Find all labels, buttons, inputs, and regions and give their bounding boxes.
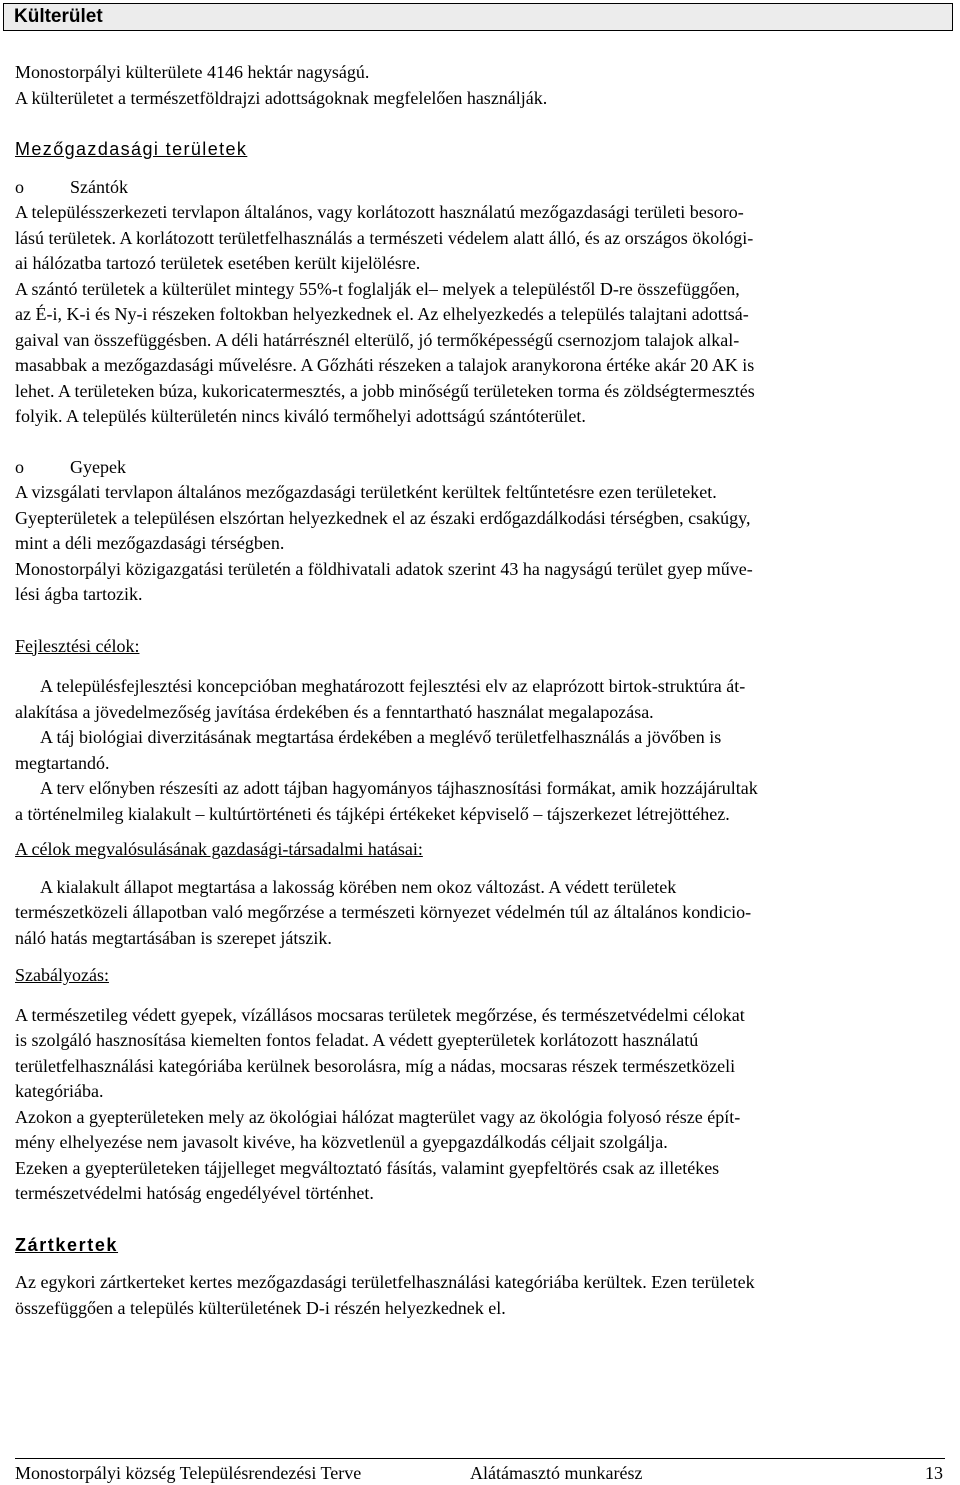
page-footer (15, 1458, 945, 1483)
text-line: megtartandó. (15, 752, 110, 773)
szantok-paragraph-2 (15, 277, 945, 430)
text-line: A településfejlesztési koncepcióban meghatározott fejlesztési elv az elaprózott birtok-struktúra át- (40, 676, 746, 696)
szabalyozas-paragraph-2 (15, 1105, 945, 1156)
text-line: masabbak a mezőgazdasági művelésre. A Gőzháti részeken a talajok aranykorona értéke akár 20 AK is (15, 355, 755, 375)
text-line: A külterületet a természetföldrajzi adottságoknak megfelelően használják. (15, 87, 548, 108)
szabalyozas-paragraph-3 (15, 1156, 945, 1207)
text-line: A szántó területek a külterület mintegy 55%-t foglalják el– melyek a településtől D-re összefüggően, (15, 278, 740, 299)
text-line: kategóriába. (15, 1081, 104, 1101)
text-line: területfelhasználási kategóriába kerülnek besorolásra, míg a nádas, mocsaras részek természetközeli (15, 1055, 736, 1076)
text-line: gaival van összefüggésben. A déli határrésznél elterülő, jó termőképességű csernozjom talajok alkal- (15, 329, 740, 350)
bullet-marker: o (15, 176, 24, 197)
heading-zartkertek (15, 1233, 945, 1259)
text-line: A táj biológiai diverzitásának megtartása érdekében a meglévő területfelhasználás a jövőben is (40, 727, 722, 747)
bullet-label: Gyepek (70, 456, 126, 477)
zartkertek-paragraph (15, 1270, 945, 1321)
text-line: az É-i, K-i és Ny-i részeken foltokban helyezkednek el. Az elhelyezkedés a település talajtani adottsá- (15, 304, 749, 324)
fejlesztes-paragraph-3 (15, 776, 945, 827)
text-line: Gyepterületek a településen elszórtan helyezkednek el az északi erdőgazdálkodási térségben, csakúgy, (15, 507, 751, 528)
heading-text: Szabályozás: (15, 965, 109, 985)
text-line: A településszerkezeti tervlapon általános, vagy korlátozott használatú mezőgazdasági területi besoro- (15, 202, 744, 222)
footer-section-label: Alátámasztó munkarész (470, 1463, 643, 1483)
heading-text: Fejlesztési célok: (15, 635, 140, 656)
footer-document-title: Monostorpályi község Településrendezési Terve (15, 1463, 362, 1483)
fejlesztes-paragraph-2 (15, 725, 945, 776)
text-line: A kialakult állapot megtartása a lakosság körében nem okoz változást. A védett területek (40, 876, 677, 897)
heading-text: Zártkertek (15, 1234, 119, 1255)
heading-text: Mezőgazdasági területek (15, 139, 248, 159)
szabalyozas-paragraph-1 (15, 1003, 945, 1105)
text-line: összefüggően a település külterületének D-i részén helyezkednek el. (15, 1297, 506, 1318)
text-line: a történelmileg kialakult – kultúrtörténeti és tájképi értékeket képviselő – tájszerkezet létrejöttéhez. (15, 803, 730, 824)
text-line: mint a déli mezőgazdasági térségben. (15, 533, 285, 553)
text-line: lési ágba tartozik. (15, 584, 143, 604)
gyepek-paragraph-2 (15, 557, 945, 608)
bullet-szantok (15, 175, 945, 201)
heading-szabalyozas (15, 963, 945, 989)
footer-page-number: 13 (925, 1463, 943, 1483)
text-line: természetközeli állapotban való megőrzése a természeti környezet védelmén túl az általános kondicio- (15, 902, 752, 922)
section-title: Külterület (14, 6, 103, 27)
text-line: A természetileg védett gyepek, vízállásos mocsaras területek megőrzése, és természetvédelmi célokat (15, 1004, 745, 1025)
heading-mezogazdasagi (15, 137, 945, 163)
text-line: A vizsgálati tervlapon általános mezőgazdasági területként kerültek feltűntetésre ezen területeket. (15, 482, 717, 502)
text-line: alakítása a jövedelmezőség javítása érdekében és a fenntartható használat megalapozása. (15, 701, 654, 722)
hatasok-paragraph (15, 875, 945, 952)
heading-hatasok (15, 837, 945, 863)
section-title-box (3, 3, 953, 31)
text-line: lehet. A területeken búza, kukoricatermesztés, a jobb minőségű területeken torma és zöldségtermesztés (15, 380, 755, 401)
gyepek-paragraph-1 (15, 480, 945, 557)
text-line: mény elhelyezése nem javasolt kivéve, ha közvetlenül a gyepgazdálkodás céljait szolgálja. (15, 1132, 668, 1152)
bullet-gyepek (15, 455, 945, 481)
heading-fejlesztesi-celok (15, 634, 945, 660)
text-line: A terv előnyben részesíti az adott tájban hagyományos tájhasznosítási formákat, amik hozzájárultak (40, 778, 758, 798)
text-line: Ezeken a gyepterületeken tájjelleget megváltoztató fásítás, valamint gyepfeltörés csak az illetékes (15, 1157, 720, 1178)
fejlesztes-paragraph-1 (15, 674, 945, 725)
text-line: folyik. A település külterületén nincs kiváló termőhelyi adottságú szántóterület. (15, 406, 586, 426)
text-line: Monostorpályi közigazgatási területén a földhivatali adatok szerint 43 ha nagyságú terület gyep műve- (15, 558, 753, 579)
szantok-paragraph-1 (15, 200, 945, 277)
text-line: Azokon a gyepterületeken mely az ökológiai hálózat magterület vagy az ökológia folyosó része épít- (15, 1106, 741, 1127)
bullet-marker: o (15, 456, 24, 477)
document-body (15, 60, 945, 1321)
text-line: természetvédelmi hatóság engedélyével történhet. (15, 1183, 374, 1203)
text-line: náló hatás megtartásában is szerepet játszik. (15, 927, 332, 948)
text-line: Monostorpályi külterülete 4146 hektár nagyságú. (15, 62, 370, 82)
text-line: is szolgáló hasznosítása kiemelten fontos feladat. A védett gyepterületek korlátozott használatú (15, 1030, 699, 1050)
bullet-label: Szántók (70, 176, 128, 197)
heading-text: A célok megvalósulásának gazdasági-társadalmi hatásai: (15, 839, 423, 859)
text-line: lású területek. A korlátozott területfelhasználás a természeti védelem alatt álló, és az országos ökológi- (15, 227, 754, 248)
intro-paragraph (15, 60, 945, 111)
text-line: Az egykori zártkerteket kertes mezőgazdasági területfelhasználási kategóriába kerültek. Ezen területek (15, 1272, 755, 1292)
text-line: ai hálózatba tartozó területek esetében került kijelölésre. (15, 253, 421, 273)
